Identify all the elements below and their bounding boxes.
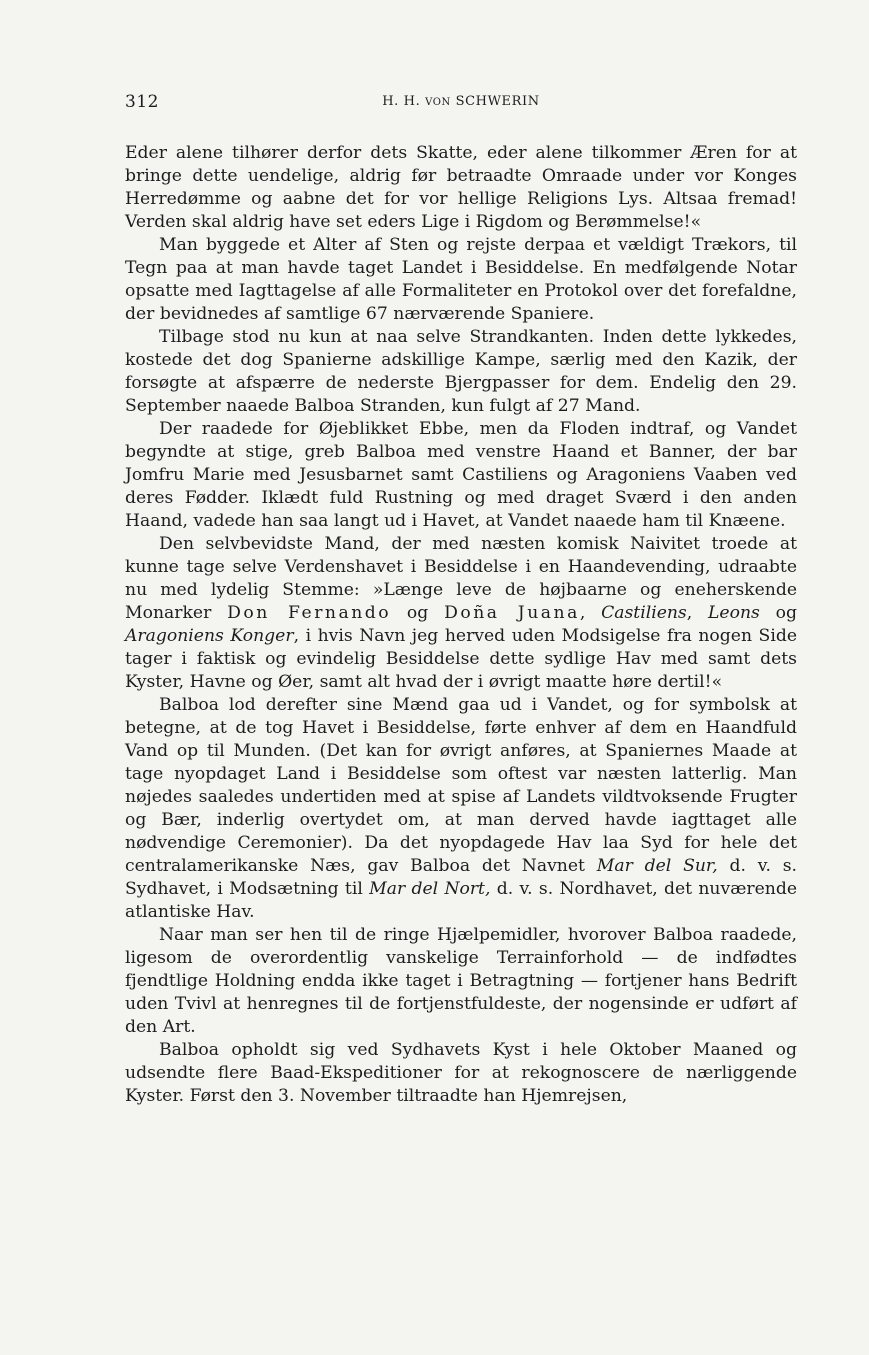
author-particle: VON — [425, 97, 451, 108]
running-head — [125, 94, 797, 109]
p6-text-a: Balboa lod derefter sine Mænd gaa ud i Vandet, og for symbolsk at betegne, at de tog Havet i Besiddelse, førte enhver af dem en Haandfuld Vand op til Munden. (Det kan for øvrigt anføres, at Spaniernes Maade at tage nyopdaget Land i Besiddelse som oftest var næsten latterlig. Man nøjedes saaledes undertiden med at spise af Landets vildtvoksende Frugter og Bær, inderlig overtydet om, at man derved havde iagttaget alle nødvendige Ceremonier). Da det nyopdagede Hav laa Syd for hele det centralamerikanske Næs, gav Balboa det Navnet — [125, 695, 797, 876]
p5-text-c: , — [579, 603, 602, 623]
paragraph-4: Der raadede for Øjeblikket Ebbe, men da Floden indtraf, og Vandet begyndte at stige, greb Balboa med venstre Haand et Banner, der bar Jomfru Marie med Jesusbarnet samt Castiliens og Aragoniens Vaaben ved deres Fødder. Iklædt fuld Rustning og med draget Sværd i den anden Haand, vadede han saa langt ud i Havet, at Vandet naaede ham til Knæene. — [125, 419, 797, 531]
p5-text-b: og — [391, 603, 445, 623]
paragraph-8: Balboa opholdt sig ved Sydhavets Kyst i hele Oktober Maaned og udsendte flere Baad-Ekspeditioner for at rekognoscere de nærliggende Kyster. Først den 3. November tiltraadte han Hjemrejsen, — [125, 1040, 797, 1106]
body-text — [125, 142, 797, 1108]
paragraph-1: Eder alene tilhører derfor dets Skatte, eder alene tilkommer Æren for at bringe dette uendelige, aldrig før betraadte Omraade under vor Konges Herredømme og aabne det for vor hellige Religions Lys. Altsaa fremad! Verden skal aldrig have set eders Lige i Rigdom og Berømmelse!« — [125, 143, 797, 232]
page-header — [125, 92, 797, 116]
page-number: 312 — [125, 92, 159, 112]
paragraph-6 — [125, 694, 797, 924]
p5-text-d: , — [686, 603, 709, 623]
paragraph-3: Tilbage stod nu kun at naa selve Strandkanten. Inden dette lykkedes, kostede det dog Spanierne adskillige Kampe, særlig med den Kazik, der forsøgte at afspærre de nederste Bjergpasser for dem. Endelig den 29. September naaede Balboa Stranden, kun fulgt af 27 Mand. — [125, 327, 797, 416]
p5-text-f: , i hvis Navn jeg herved uden Modsigelse fra nogen Side tager i faktisk og evindelig Besiddelse dette sydlige Hav med samt dets Kyster, Havne og Øer, samt alt hvad der i øvrigt maatte høre dertil!« — [125, 626, 797, 692]
p5-text-e: og — [759, 603, 797, 623]
p5-aragoniens-konger: Aragoniens Konger — [125, 626, 294, 646]
p6-text-c: d. v. s. Nordhavet, det nuværende atlantiske Hav. — [125, 879, 797, 922]
paragraph-5 — [125, 533, 797, 694]
p5-dona-juana: Doña Juana — [444, 603, 580, 623]
author-initials: H. H. — [382, 94, 421, 109]
p6-text-b: d. v. s. Sydhavet, i Modsætning til — [125, 856, 798, 899]
p5-castiliens: Castiliens — [601, 603, 687, 623]
paragraph-7: Naar man ser hen til de ringe Hjælpemidler, hvorover Balboa raadede, ligesom de overordentlig vanskelige Terrainforhold — de indfødtes fjendtlige Holdning endda ikke taget i Betragtning — fortjener hans Bedrift uden Tvivl at henregnes til de fortjenstfuldeste, der nogensinde er udført af den Art. — [125, 925, 797, 1037]
author-surname: SCHWERIN — [455, 94, 540, 109]
p5-don-fernando: Don Fernando — [227, 603, 392, 623]
p5-text-a: Den selvbevidste Mand, der med næsten komisk Naivitet troede at kunne tage selve Verdenshavet i Besiddelse i en Haandevending, udraabte nu med lydelig Stemme: »Længe leve de højbaarne og eneherskende Monarker — [125, 534, 797, 623]
p5-leons: Leons — [708, 603, 760, 623]
p6-mar-del-sur: Mar del Sur, — [596, 856, 718, 876]
p6-mar-del-nort: Mar del Nort, — [369, 879, 491, 899]
paragraph-2: Man byggede et Alter af Sten og rejste derpaa et vældigt Trækors, til Tegn paa at man havde taget Landet i Besiddelse. En medfølgende Notar opsatte med Iagttagelse af alle Formaliteter en Protokol over det forefaldne, der bevidnedes af samtlige 67 nærværende Spaniere. — [125, 235, 797, 324]
